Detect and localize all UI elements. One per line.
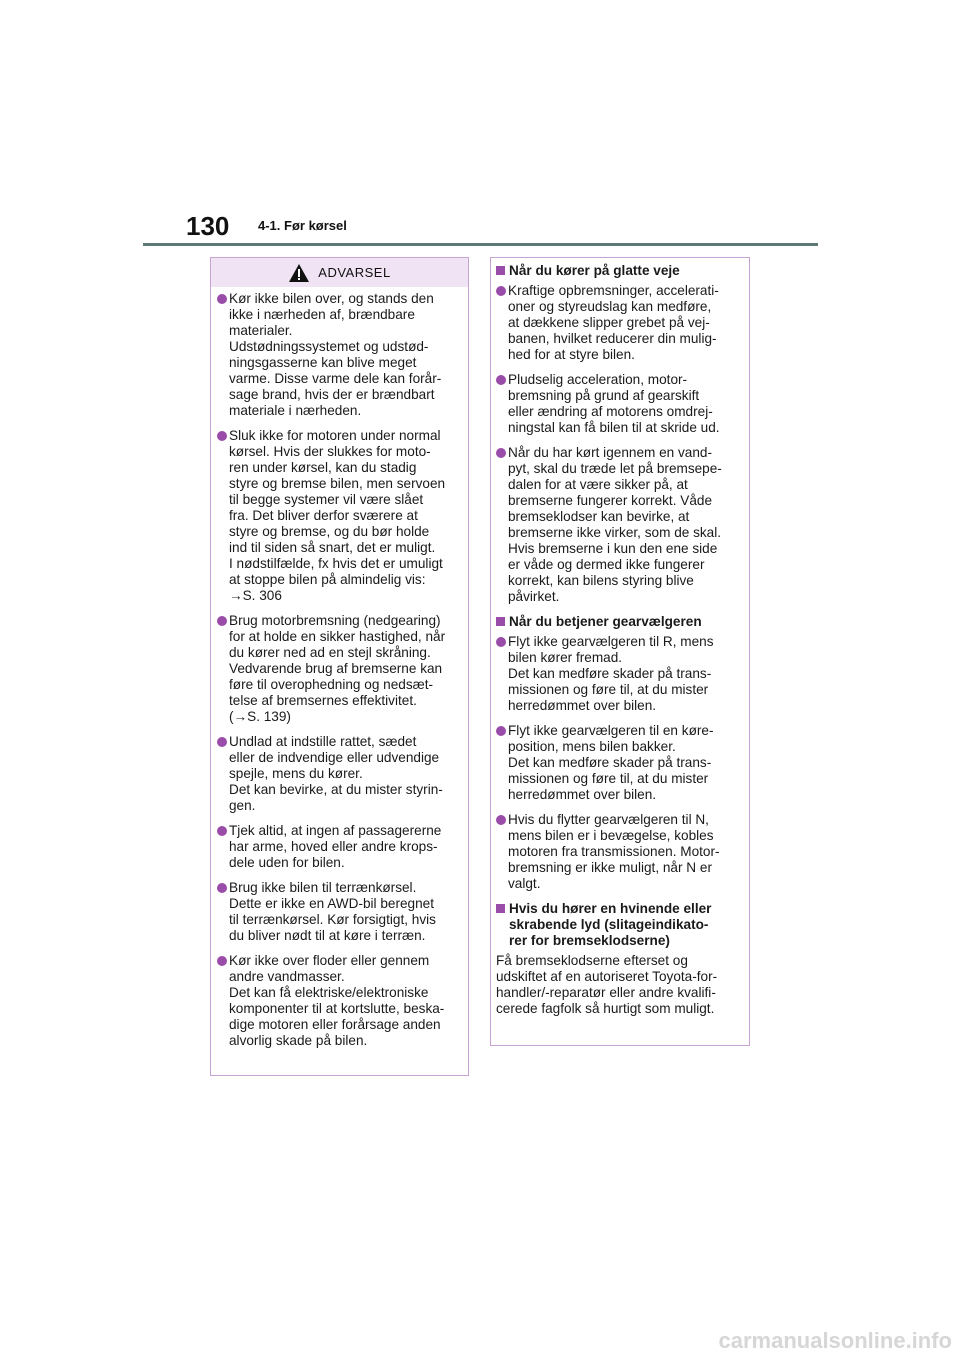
info-item: Flyt ikke gearvælgeren til R, mens bilen kører fremad. Det kan medføre skader på trans- missionen og føre til, at du mister herredømmet over bilen. — [496, 634, 743, 714]
warning-item: Kør ikke bilen over, og stands den ikke i nærheden af, brændbare materialer. Udstødningssystemet og udstød- ningsgasserne kan blive meget varme. Disse varme dele kan forår- sage brand, hvis der er brændbart materiale i nærheden. — [217, 291, 460, 419]
warning-header — [211, 258, 468, 287]
info-item: Pludselig acceleration, motor- bremsning på grund af gearskift eller ændring af motorens omdrej- ningstal kan få bilen til at skride ud. — [496, 372, 743, 436]
watermark: carmanualsonline.info — [718, 1328, 952, 1353]
section-heading: Når du kører på glatte veje — [496, 263, 743, 279]
bullet-icon — [496, 726, 506, 736]
bullet-icon — [217, 883, 227, 893]
info-content — [491, 258, 749, 1017]
warning-item: Kør ikke over floder eller gennem andre vandmasser. Det kan få elektriske/elektroniske komponenter til at kortslutte, beska- dige motoren eller forårsage anden alvorlig skade på bilen. — [217, 953, 460, 1049]
header-rule — [143, 243, 818, 246]
info-item: Kraftige opbremsninger, accelerati- oner og styreudslag kan medføre, at dækkene slipper grebet på vej- banen, hvilket reducerer din mulig- hed for at styre bilen. — [496, 283, 743, 363]
bullet-icon — [217, 956, 227, 966]
bullet-icon — [217, 431, 227, 441]
bullet-icon — [496, 286, 506, 296]
section-text: Få bremseklodserne efterset og udskiftet af en autoriseret Toyota-for- handler/-reparatør eller andre kvalifi- cerede fagfolk så hurtigt som muligt. — [496, 953, 718, 1016]
bullet-icon — [217, 616, 227, 626]
section-heading: Hvis du hører en hvinende eller skrabende lyd (slitageindikato- rer for bremseklodserne) — [496, 901, 743, 949]
square-bullet-icon — [496, 266, 505, 275]
square-bullet-icon — [496, 904, 505, 913]
warning-item: Brug ikke bilen til terrænkørsel. Dette er ikke en AWD-bil beregnet til terrænkørsel. Kør forsigtigt, hvis du bliver nødt til at køre i terræn. — [217, 880, 460, 944]
section-title: 4-1. Før kørsel — [258, 218, 347, 233]
warning-triangle-icon — [288, 263, 310, 283]
bullet-icon — [496, 375, 506, 385]
info-item: Når du har kørt igennem en vand- pyt, skal du træde let på bremsepe- dalen for at være sikker på, at bremserne fungerer korrekt. Våde bremseklodser kan bevirke, at bremserne ikke virker, som de skal. Hvis bremserne i kun den ene side er våde og dermed ikke fungerer korrekt, kan bilens styring blive påvirket. — [496, 445, 743, 605]
bullet-icon — [217, 737, 227, 747]
info-box — [490, 257, 750, 1046]
warning-item: Brug motorbremsning (nedgearing) for at holde en sikker hastighed, når du kører ned ad en stejl skråning. Vedvarende brug af bremserne kan føre til overophedning og nedsæt- telse af bremsernes effektivitet. (→S. 139) — [217, 613, 460, 725]
bullet-icon — [217, 294, 227, 304]
bullet-icon — [496, 637, 506, 647]
warning-item: Sluk ikke for motoren under normal kørsel. Hvis der slukkes for moto- ren under kørsel, kan du stadig styre og bremse bilen, men servoen til begge systemer vil være slået fra. Det bliver derfor sværere at styre og bremse, og du bør holde ind til siden så snart, det er muligt. I nødstilfælde, fx hvis det er umuligt at stoppe bilen på almindelig vis: →S. 306 — [217, 428, 460, 604]
section-heading: Når du betjener gearvælgeren — [496, 614, 743, 630]
info-item: Flyt ikke gearvælgeren til en køre- position, mens bilen bakker. Det kan medføre skader på trans- missionen og føre til, at du mister herredømmet over bilen. — [496, 723, 743, 803]
warning-item: Undlad at indstille rattet, sædet eller de indvendige eller udvendige spejle, mens du kører. Det kan bevirke, at du mister styrin- gen. — [217, 734, 460, 814]
bullet-icon — [496, 448, 506, 458]
warning-content — [211, 287, 468, 1049]
bullet-icon — [217, 826, 227, 836]
info-item: Hvis du flytter gearvælgeren til N, mens bilen er i bevægelse, kobles motoren fra transmissionen. Motor- bremsning er ikke muligt, når N er valgt. — [496, 812, 743, 892]
page-number: 130 — [186, 211, 230, 241]
warning-item: Tjek altid, at ingen af passagererne har arme, hoved eller andre krops- dele uden for bilen. — [217, 823, 460, 871]
warning-title: ADVARSEL — [318, 265, 391, 280]
warning-box — [210, 257, 469, 1076]
bullet-icon — [496, 815, 506, 825]
square-bullet-icon — [496, 617, 505, 626]
